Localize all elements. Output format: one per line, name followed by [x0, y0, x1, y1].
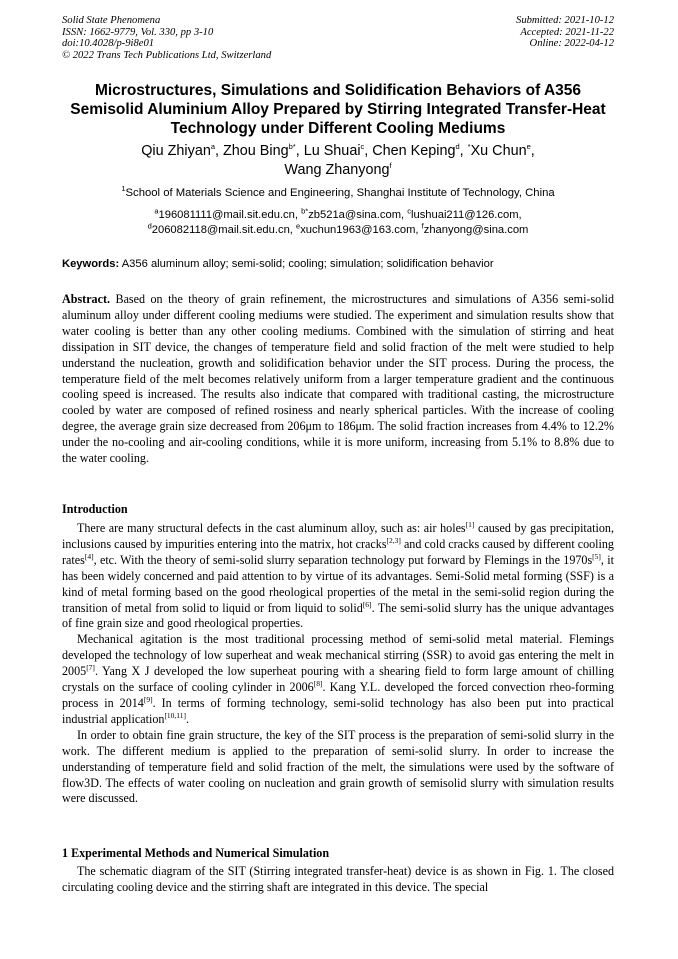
- citation[interactable]: [6]: [362, 599, 372, 609]
- author-sup: b*: [288, 142, 296, 152]
- author-sup: e: [526, 142, 531, 152]
- email-sup: e: [296, 220, 301, 230]
- abstract: [62, 292, 614, 467]
- email-link[interactable]: zb521a@sina.com,: [308, 209, 405, 221]
- email-link[interactable]: xuchun1963@163.com,: [300, 223, 419, 236]
- text-run: , etc. With the theory of semi-solid slurry separation technology put forward by Flemings in the 1970s: [93, 552, 593, 567]
- affiliation-sup: 1: [121, 184, 126, 194]
- citation[interactable]: [8]: [313, 679, 323, 689]
- citation[interactable]: [10,11]: [164, 710, 187, 720]
- issn: ISSN: 1662-9779, Vol. 330, pp 3-10: [62, 26, 214, 38]
- author-sup: f: [389, 160, 392, 170]
- email-sup: b*: [301, 206, 309, 216]
- text-run: . In terms of forming technology, semi-solid technology has also been put into practical industrial application: [62, 695, 614, 726]
- text-run: and cold cracks caused by different cooling rates: [62, 536, 614, 567]
- doi: doi:10.4028/p-9i8e01: [62, 38, 155, 50]
- citation[interactable]: [4]: [84, 551, 94, 561]
- affiliation: [62, 186, 614, 200]
- citation[interactable]: [2,3]: [386, 535, 401, 545]
- abstract-text: Based on the theory of grain refinement, the microstructures and simulations of A356 semi-solid aluminum alloy under different cooling mediums were studied. The experiment and simulation results show that water cooling is better than any other cooling mediums. Combined with the simulation of stirring and heat dissipation in SIT device, the changes of temperature field and solid fraction of the melt were studied to help understand the nucleation, growth and solidification behavior under the SIT process. During the process, the temperature field of the melt becomes relatively uniform from a larger temperature gradient and the continuous cooling speed is increased. The results also indicate that compared with traditional casting, the microstructure cooled by water are composed of refined rosiness and nearly spherical particles. With the increase of cooling degree, the average grain size decreased from 206μm to 186μm. The solid fraction increases from 4.4% to 12.2% under the no-cooling and air-cooling conditions, while it is more uniform, increasing from 5.1% to 8.8% due to the water cooling.: [62, 292, 614, 466]
- email-sup: f: [421, 220, 424, 230]
- keywords-text: A356 aluminum alloy; semi-solid; cooling; simulation; solidification behavior: [121, 258, 494, 270]
- author-sup: c: [360, 142, 365, 152]
- title-line-3: Technology under Different Cooling Mediums: [170, 120, 506, 137]
- text-run: caused by gas precipitation, inclusions caused by impurities entering into the matrix, hot cracks: [62, 521, 614, 551]
- affiliation-text: School of Materials Science and Engineering, Shanghai Institute of Technology, China: [125, 187, 555, 199]
- online-date: Online: 2022-04-12: [529, 38, 614, 50]
- publication-dates: [516, 15, 614, 50]
- citation[interactable]: [5]: [592, 551, 601, 561]
- section-1-body: [62, 864, 614, 896]
- submitted-date: Submitted: 2021-10-12: [516, 15, 614, 26]
- section-1-heading: 1 Experimental Methods and Numerical Simulation: [62, 846, 330, 860]
- abstract-label: Abstract.: [62, 292, 111, 306]
- accepted-date: Accepted: 2021-11-22: [520, 26, 614, 38]
- intro-paragraph-2: [62, 632, 614, 727]
- citation[interactable]: [9]: [143, 694, 153, 704]
- journal-info: [62, 15, 271, 61]
- author-sup: d: [455, 142, 460, 152]
- text-run: . Kang Y.L. developed the forced convection rheo-forming process in 2014: [62, 680, 615, 710]
- journal-name: Solid State Phenomena: [62, 15, 161, 26]
- text-run: There are many structural defects in the cast aluminum alloy, such as: air holes: [77, 521, 466, 535]
- text-run: .: [186, 711, 190, 726]
- email-sup: c: [407, 206, 411, 216]
- author-name: Chen Keping: [372, 143, 456, 159]
- text-run: . The semi-solid slurry has the unique advantages of fine grain size and good rheological properties.: [62, 600, 614, 631]
- email-link[interactable]: 196081111@mail.sit.edu.cn,: [158, 209, 298, 221]
- intro-paragraph-1: [62, 521, 614, 632]
- paper-title: [62, 81, 614, 138]
- corresponding-mark: *: [467, 142, 471, 152]
- keywords: [62, 257, 614, 271]
- text-run: Mechanical agitation is the most traditional processing method of semi-solid metal material. Flemings developed the technology of low superheat and weak mechanical stirring (SSR) to avoid gas entering the melt in 2005: [62, 632, 614, 679]
- introduction-heading: Introduction: [62, 502, 128, 516]
- section-1-paragraph-1: The schematic diagram of the SIT (Stirring integrated transfer-heat) device is as shown in Fig. 1. The closed circulating cooling device and the stirring shaft are integrated in this device. The special: [62, 864, 614, 894]
- text-run: . Yang X J developed the low superheat pouring with a shearing field to form large amount of chilling crystals on the surface of cooling cylinder in 2006: [62, 664, 614, 695]
- introduction-body: [62, 521, 614, 807]
- citation[interactable]: [1]: [465, 519, 475, 529]
- author-list: Qiu Zhiyan$^a$, Zhou Bing$^{b*}$, Lu Shuai$^c$, Chen Keping$^d$, *Xu Chun$^e$, Wang Zhanyong$^f$: [141, 142, 535, 178]
- author-name: Zhou Bing: [223, 143, 289, 159]
- title-line-2: Semisolid Aluminium Alloy Prepared by Stirring Integrated Transfer-Heat: [70, 101, 606, 118]
- author-name: Wang Zhanyong: [284, 161, 390, 178]
- email-link[interactable]: zhanyong@sina.com: [423, 223, 529, 236]
- intro-paragraph-3: In order to obtain fine grain structure, the key of the SIT process is the preparation of semi-solid slurry in the work. The different medium is applied to the preparation of semi-solid slurry. In order to increase the understanding of temperature field and solid fraction of the melt, the simulations were used by the software of flow3D. The effects of water cooling on nucleation and grain growth of semisolid slurry with simulation results were discussed.: [62, 727, 614, 806]
- title-line-1: Microstructures, Simulations and Solidification Behaviors of A356: [94, 82, 582, 99]
- email-sup: a: [154, 206, 159, 216]
- copyright: © 2022 Trans Tech Publications Ltd, Switzerland: [62, 49, 272, 61]
- author-sup: a: [210, 142, 215, 152]
- email-link[interactable]: lushuai211@126.com,: [410, 209, 522, 221]
- author-name: Qiu Zhiyan: [141, 143, 211, 159]
- text-run: , it has been widely concerned and paid attention to by virtue of its advantages. Semi-Solid metal forming (SSF) is a kind of metal forming based on the good rheological properties of the metal in the semi-solid region during the transition of metal from solid to liquid or from liquid to solid: [62, 552, 614, 615]
- author-name: Xu Chun: [470, 143, 527, 159]
- email-link[interactable]: 206082118@mail.sit.edu.cn,: [151, 223, 293, 236]
- email-list: [62, 208, 614, 237]
- email-sup: d: [147, 220, 152, 230]
- author-name: Lu Shuai: [303, 143, 361, 159]
- keywords-label: Keywords:: [62, 258, 120, 270]
- citation[interactable]: [7]: [86, 663, 95, 673]
